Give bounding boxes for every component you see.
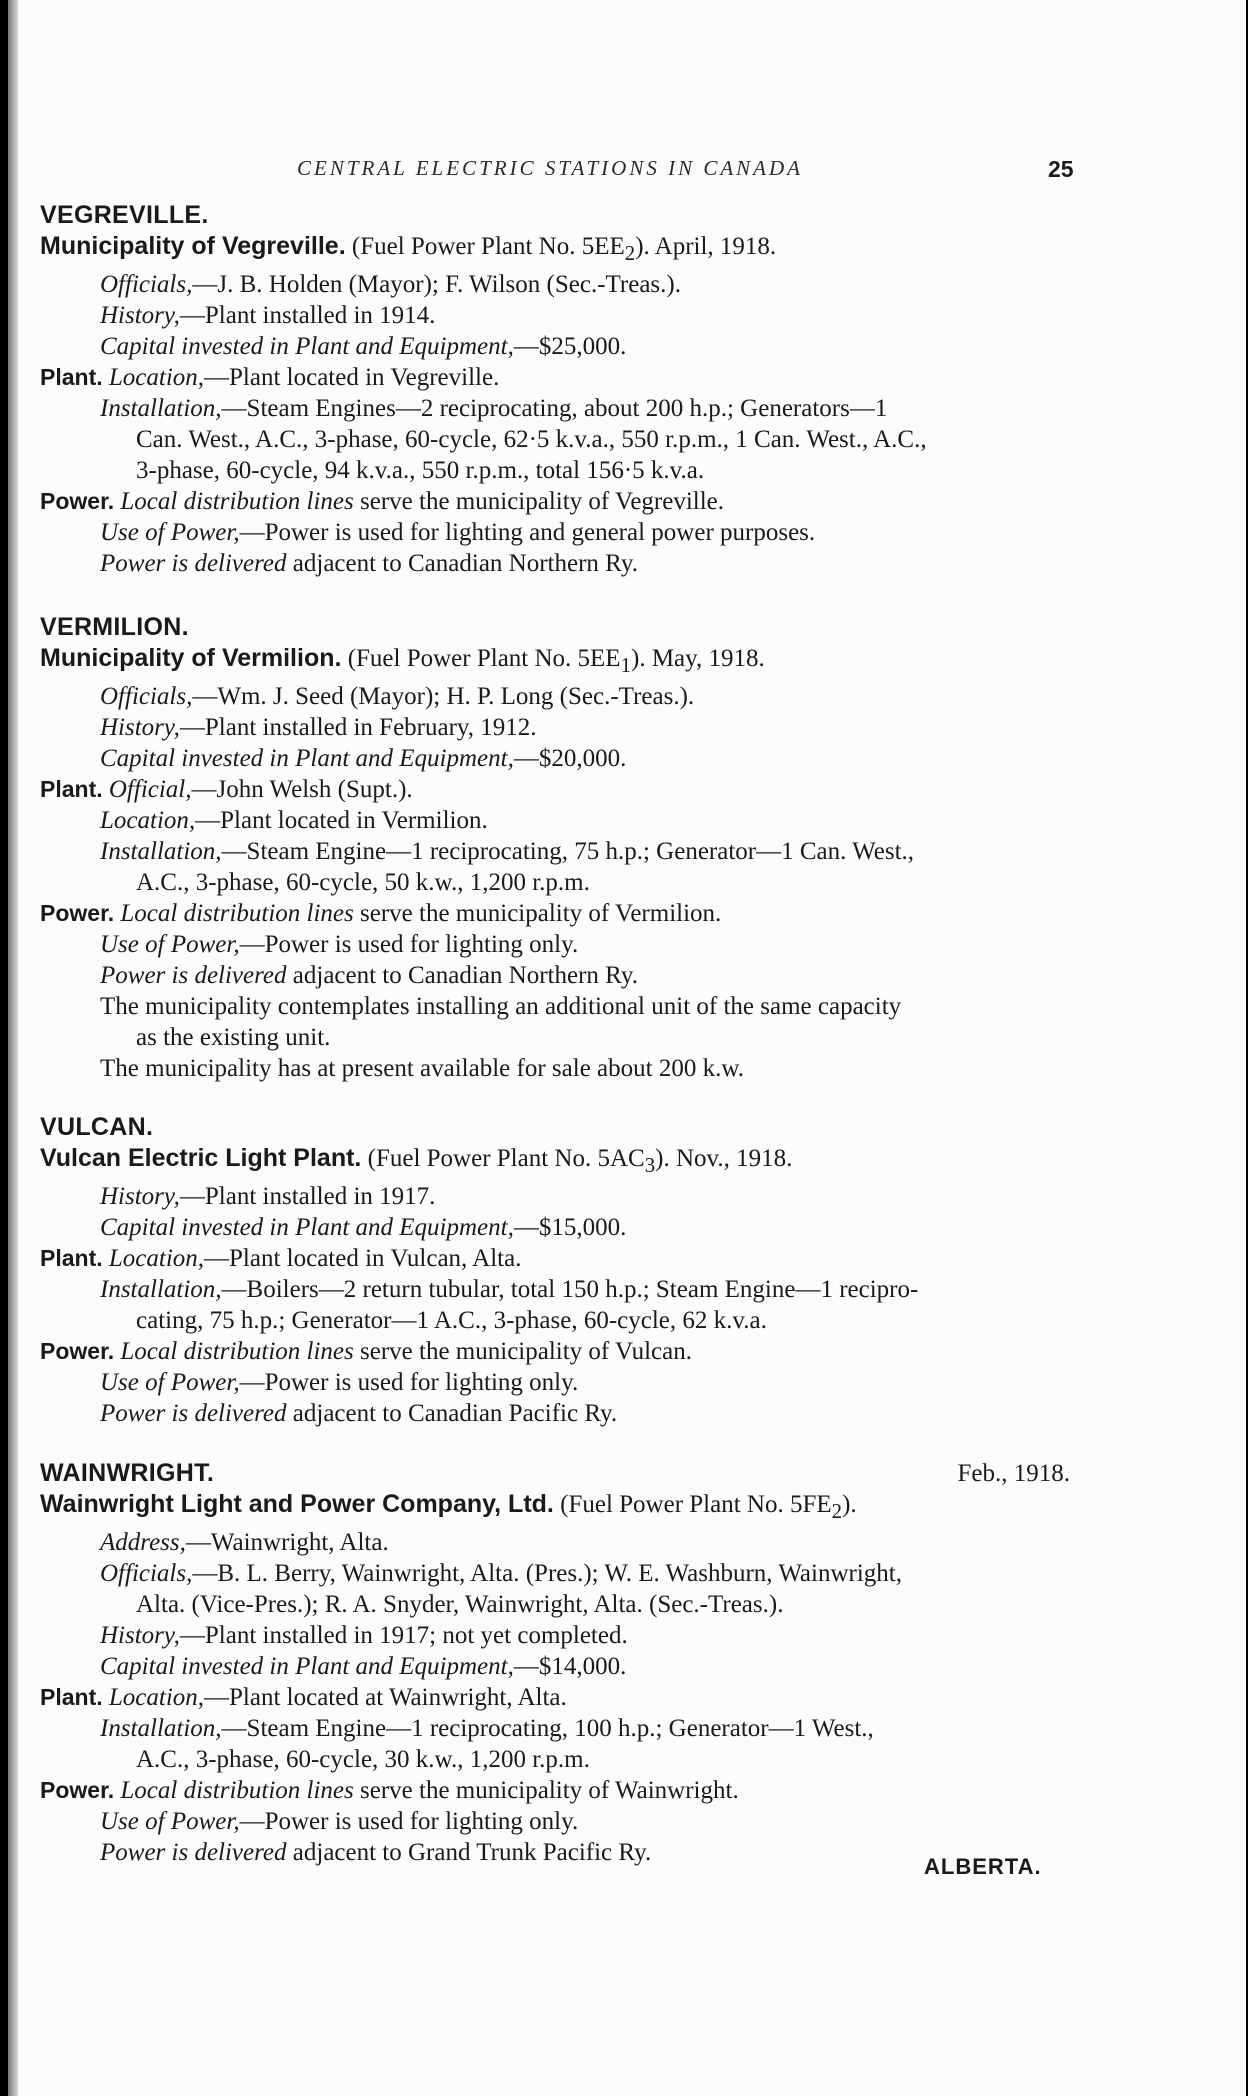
installation-line-2: Can. West., A.C., 3-phase, 60-cycle, 62·5 k.v.a., 550 r.p.m., 1 Can. West., A.C.,	[136, 426, 927, 453]
installation-line: Installation,—Steam Engine—1 reciprocating, 100 h.p.; Generator—1 West.,	[100, 1715, 874, 1742]
owner-line	[40, 643, 1070, 681]
section-vermilion	[40, 612, 1070, 1084]
capital-line: Capital invested in Plant and Equipment,—$25,000.	[100, 333, 627, 360]
section-wainwright	[40, 1458, 1070, 1868]
owner-name: Municipality of Vegreville.	[40, 232, 346, 260]
power-line: Power. Local distribution lines serve the municipality of Vermilion.	[40, 900, 722, 927]
plant-line: Plant. Location,—Plant located at Wainwright, Alta.	[40, 1684, 567, 1711]
installation-line-2: A.C., 3-phase, 60-cycle, 50 k.w., 1,200 r.p.m.	[136, 869, 590, 896]
owner-note-subscript: 1	[620, 653, 631, 677]
owner-note-subscript: 2	[624, 241, 636, 265]
plant-line: Plant. Location,—Plant located in Vegreville.	[40, 364, 500, 391]
use-line: Use of Power,—Power is used for lighting only.	[100, 1808, 579, 1835]
province-footer: ALBERTA.	[924, 1854, 1042, 1879]
page-edge-shadow	[8, 0, 18, 2096]
town-date: Feb., 1918.	[957, 1460, 1070, 1487]
town-name: VERMILION.	[40, 613, 189, 641]
town-name: WAINWRIGHT.	[40, 1459, 215, 1487]
note-line-continued: as the existing unit.	[136, 1024, 331, 1051]
owner-date: ). April, 1918.	[635, 233, 777, 260]
capital-line: Capital invested in Plant and Equipment,—$14,000.	[100, 1653, 627, 1680]
owner-note-subscript: 2	[831, 1499, 843, 1523]
installation-line-3: 3-phase, 60-cycle, 94 k.v.a., 550 r.p.m., total 156·5 k.v.a.	[136, 457, 705, 484]
officials-line: Officials,—Wm. J. Seed (Mayor); H. P. Long (Sec.-Treas.).	[100, 683, 695, 710]
power-line: Power. Local distribution lines serve the municipality of Wainwright.	[40, 1777, 739, 1804]
town-name: VEGREVILLE.	[40, 201, 209, 229]
power-line: Power. Local distribution lines serve the municipality of Vegreville.	[40, 488, 725, 515]
owner-line	[40, 1489, 1070, 1527]
owner-name: Municipality of Vermilion.	[40, 644, 342, 672]
owner-note: (Fuel Power Plant No. 5AC	[367, 1145, 645, 1172]
page-number: 25	[1048, 156, 1074, 182]
installation-line: Installation,—Steam Engine—1 reciprocating, 75 h.p.; Generator—1 Can. West.,	[100, 838, 915, 865]
officials-line: Officials,—J. B. Holden (Mayor); F. Wilson (Sec.-Treas.).	[100, 271, 681, 298]
capital-line: Capital invested in Plant and Equipment,—$20,000.	[100, 745, 627, 772]
delivered-line: Power is delivered adjacent to Canadian Pacific Ry.	[100, 1400, 618, 1427]
owner-date: ).	[842, 1491, 857, 1518]
owner-line	[40, 1143, 1070, 1181]
owner-date: ). May, 1918.	[631, 645, 765, 672]
officials-line: Officials,—B. L. Berry, Wainwright, Alta. (Pres.); W. E. Washburn, Wainwright,	[100, 1560, 902, 1587]
officials-line-2: Alta. (Vice-Pres.); R. A. Snyder, Wainwright, Alta. (Sec.-Treas.).	[136, 1591, 784, 1618]
history-line: History,—Plant installed in February, 1912.	[100, 714, 537, 741]
note-line: The municipality contemplates installing an additional unit of the same capacity	[100, 993, 902, 1020]
installation-line-2: cating, 75 h.p.; Generator—1 A.C., 3-phase, 60-cycle, 62 k.v.a.	[136, 1307, 767, 1334]
history-line: History,—Plant installed in 1917; not yet completed.	[100, 1622, 628, 1649]
capital-line: Capital invested in Plant and Equipment,—$15,000.	[100, 1214, 627, 1241]
owner-line	[40, 231, 1070, 269]
installation-line-2: A.C., 3-phase, 60-cycle, 30 k.w., 1,200 r.p.m.	[136, 1746, 590, 1773]
history-line: History,—Plant installed in 1914.	[100, 302, 436, 329]
owner-note: (Fuel Power Plant No. 5FE	[560, 1491, 832, 1518]
location-line: Location,—Plant located in Vermilion.	[100, 807, 488, 834]
owner-note-subscript: 3	[644, 1153, 656, 1177]
delivered-line: Power is delivered adjacent to Grand Trunk Pacific Ry.	[100, 1839, 652, 1866]
plant-line: Plant. Official,—John Welsh (Supt.).	[40, 776, 413, 803]
owner-note: (Fuel Power Plant No. 5EE	[347, 645, 621, 672]
installation-line: Installation,—Steam Engines—2 reciprocating, about 200 h.p.; Generators—1	[100, 395, 888, 422]
running-title: CENTRAL ELECTRIC STATIONS IN CANADA	[297, 156, 803, 180]
note-line-2: The municipality has at present available for sale about 200 k.w.	[100, 1055, 745, 1082]
installation-line: Installation,—Boilers—2 return tubular, total 150 h.p.; Steam Engine—1 recipro-	[100, 1276, 919, 1303]
owner-date: ). Nov., 1918.	[655, 1145, 793, 1172]
owner-name: Wainwright Light and Power Company, Ltd.	[40, 1490, 554, 1518]
history-line: History,—Plant installed in 1917.	[100, 1183, 436, 1210]
section-vulcan	[40, 1112, 1070, 1429]
use-line: Use of Power,—Power is used for lighting and general power purposes.	[100, 519, 816, 546]
plant-line: Plant. Location,—Plant located in Vulcan, Alta.	[40, 1245, 522, 1272]
delivered-line: Power is delivered adjacent to Canadian Northern Ry.	[100, 550, 638, 577]
section-vegreville	[40, 200, 1070, 579]
use-line: Use of Power,—Power is used for lighting only.	[100, 931, 579, 958]
town-name: VULCAN.	[40, 1113, 154, 1141]
town-line	[40, 1458, 1070, 1489]
use-line: Use of Power,—Power is used for lighting only.	[100, 1369, 579, 1396]
power-line: Power. Local distribution lines serve the municipality of Vulcan.	[40, 1338, 692, 1365]
owner-note: (Fuel Power Plant No. 5EE	[351, 233, 625, 260]
owner-name: Vulcan Electric Light Plant.	[40, 1144, 362, 1172]
delivered-line: Power is delivered adjacent to Canadian Northern Ry.	[100, 962, 638, 989]
address-line: Address,—Wainwright, Alta.	[100, 1529, 389, 1556]
